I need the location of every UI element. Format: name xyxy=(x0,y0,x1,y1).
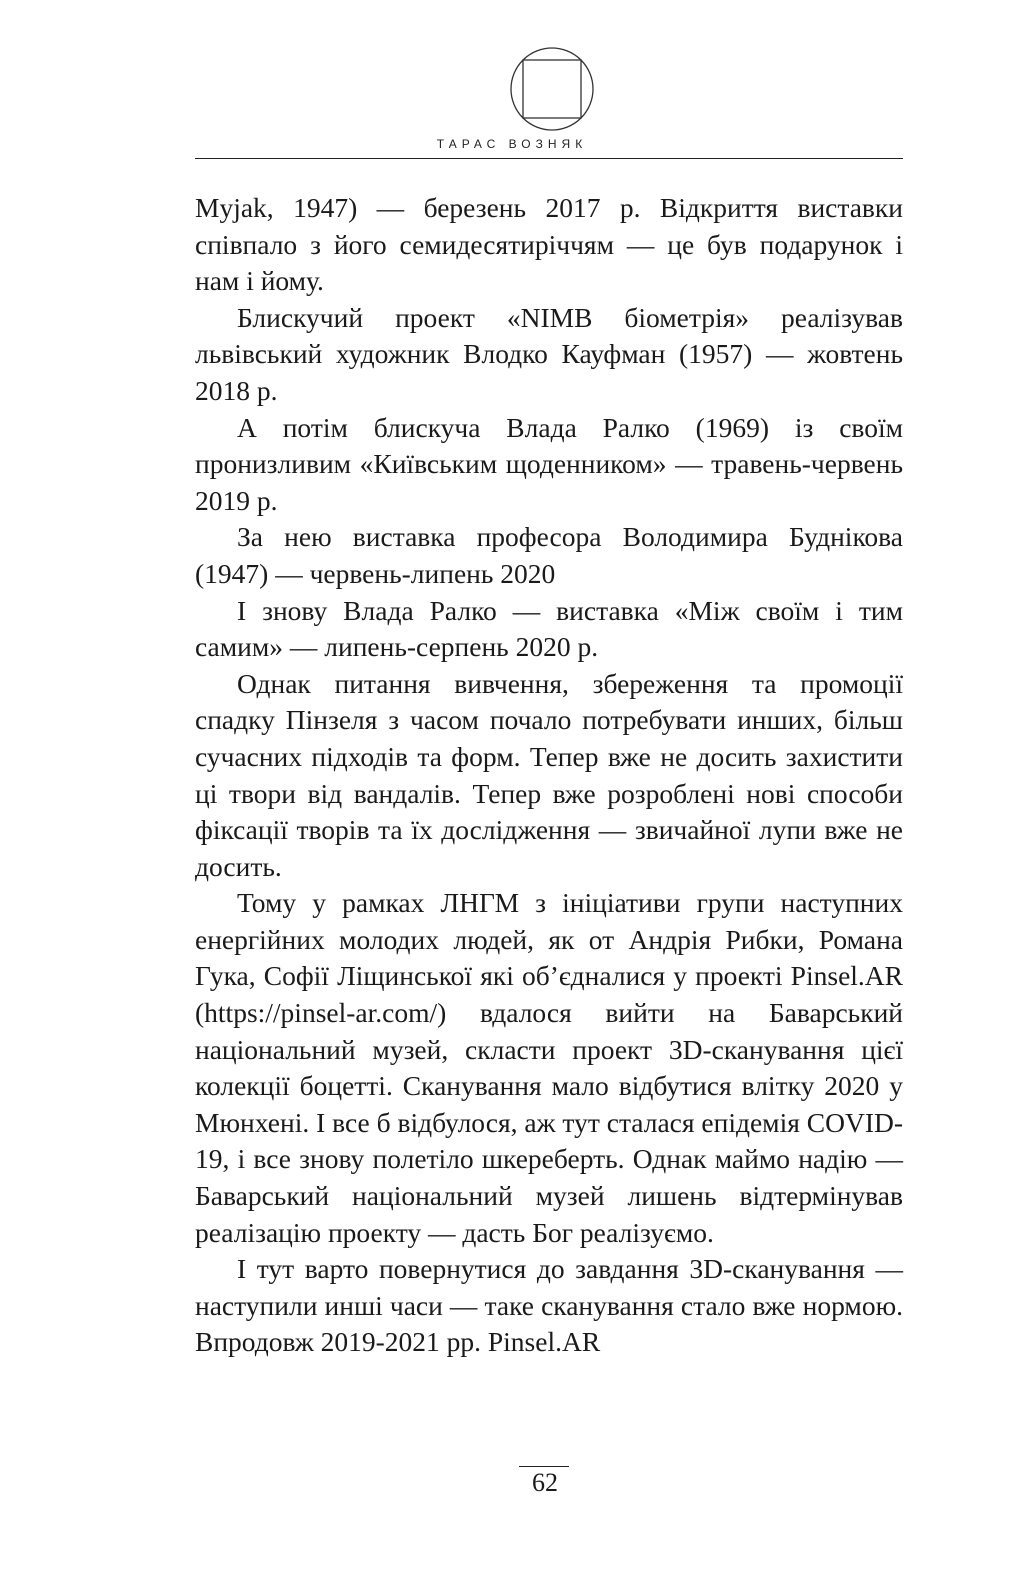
paragraph: Однак питання вивчення, збереження та промоції спадку Пінзеля з часом почало потребувати инших, більш сучасних підходів та форм. Тепер вже не досить захистити ці твори від вандалів. Тепер вже розроблені нові способи фіксації творів та їх дослідження — звичайної лупи вже не досить. xyxy=(195,667,903,882)
paragraph: І тут варто повернутися до завдання 3D-сканування — наступили инші часи — таке сканування стало вже нормою. Впродовж 2019-2021 рр. Pinsel.AR xyxy=(195,1253,903,1358)
header-divider xyxy=(195,158,903,159)
running-header-author: ТАРАС ВОЗНЯК xyxy=(436,137,588,151)
paragraph: Mуjak, 1947) — березень 2017 р. Відкриття виставки співпало з його семидесятиріччям — це був подарунок і нам і йому. xyxy=(195,192,903,297)
paragraph: Блискучий проект «NIMB біометрія» реалізував львівський художник Влодко Кауфман (1957) — жовтень 2018 р. xyxy=(195,301,903,406)
page-body xyxy=(195,190,903,1361)
page-number: 62 xyxy=(532,1468,558,1497)
paragraph: За нею виставка професора Володимира Буднікова (1947) — червень-липень 2020 xyxy=(195,521,903,589)
circle-square-logo-icon xyxy=(509,46,595,132)
paragraph: А потім блискуча Влада Ралко (1969) із своїм пронизливим «Київським щоденником» — травень-червень 2019 р. xyxy=(195,411,903,516)
footer-divider xyxy=(519,1466,569,1467)
paragraph: Тому у рамках ЛНГМ з ініціативи групи наступних енергійних молодих людей, як от Андрія Рибки, Романа Гука, Софії Ліщинської які об’єдналися у проекті Pinsel.AR (https://pinsel-ar.com/) вдалося вийти на Баварський національний музей, скласти проект 3D-сканування цієї колекції боцетті. Сканування мало відбутися влітку 2020 у Мюнхені. І все б відбулося, аж тут сталася епідемія COVID-19, і все знову полетіло шкереберть. Однак маймо надію — Баварський національний музей лишень відтермінував реалізацію проекту — дасть Бог реалізуємо. xyxy=(195,887,903,1248)
paragraph: І знову Влада Ралко — виставка «Між своїм і тим самим» — липень-серпень 2020 р. xyxy=(195,594,903,663)
